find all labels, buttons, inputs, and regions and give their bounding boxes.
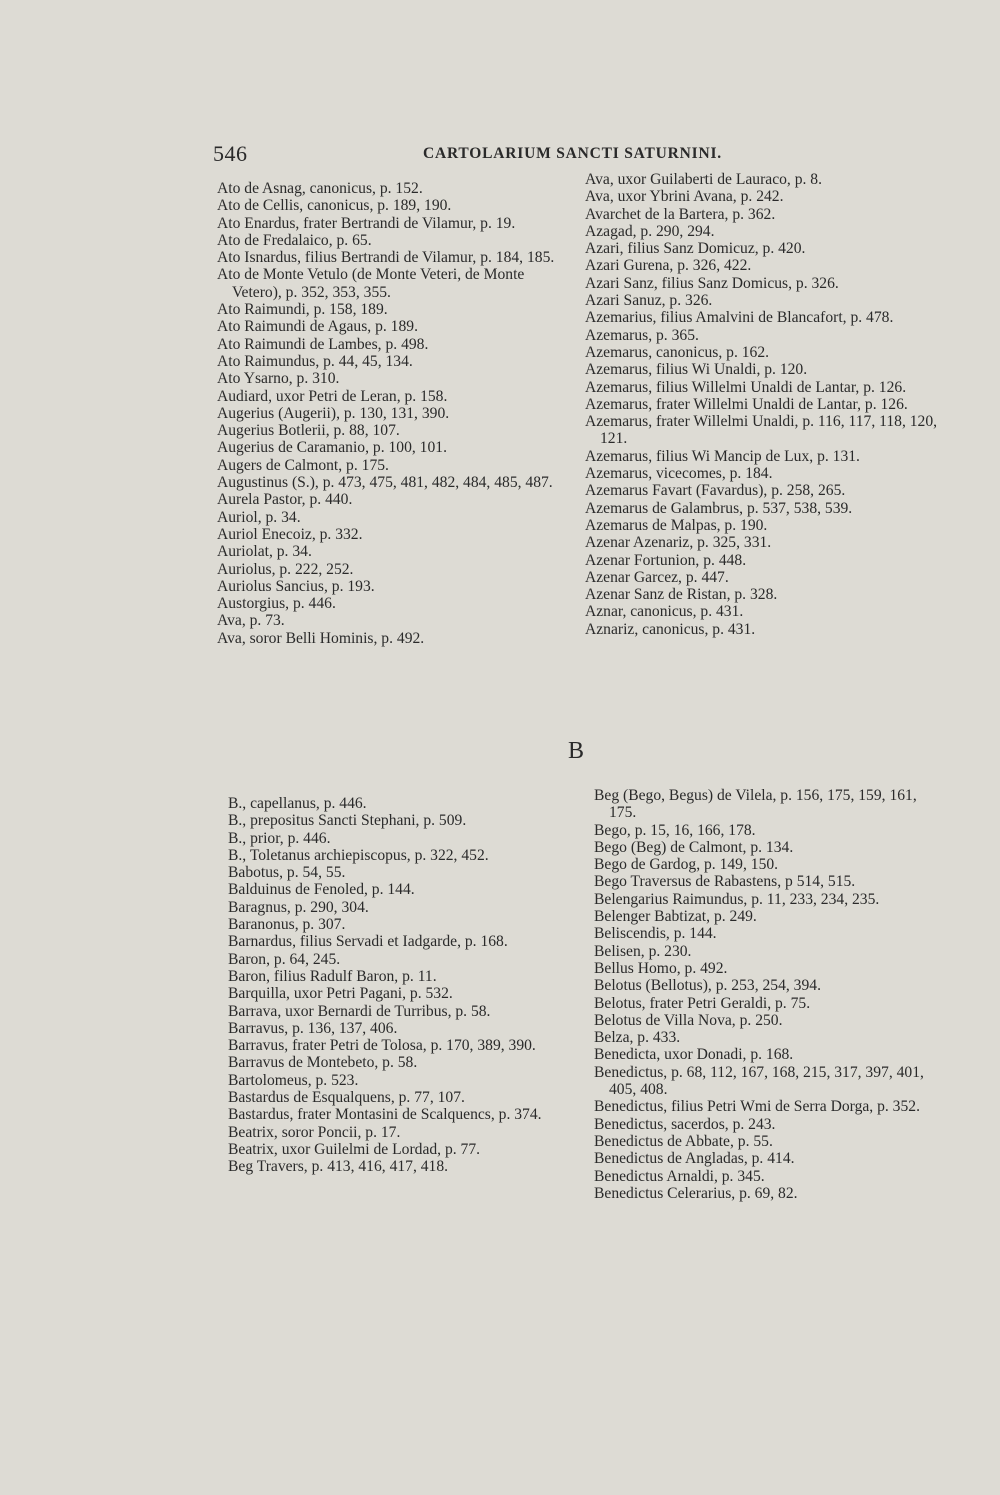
index-entry: Balduinus de Fenoled, p. 144. (228, 881, 415, 899)
index-entry: Benedictus de Angladas, p. 414. (594, 1150, 795, 1168)
index-entry: Benedictus, sacerdos, p. 243. (594, 1115, 776, 1133)
index-entry: Ava, uxor Ybrini Avana, p. 242. (585, 188, 784, 206)
index-entry: Bego (Beg) de Calmont, p. 134. (594, 838, 794, 856)
index-entry: Azagad, p. 290, 294. (585, 222, 715, 240)
index-entry: Barravus, frater Petri de Tolosa, p. 170, 389, 390. (228, 1037, 536, 1055)
index-entry: Beg (Bego, Begus) de Vilela, p. 156, 175, 159, 161, 175. (594, 787, 917, 822)
index-entry: Ato Raimundi, p. 158, 189. (217, 301, 388, 319)
index-entry: Azemarus, filius Willelmi Unaldi de Lantar, p. 126. (585, 378, 907, 396)
index-column-bottom-left (228, 795, 578, 1176)
index-entry: Auriol, p. 34. (217, 508, 301, 526)
index-entry: Belisen, p. 230. (594, 942, 692, 960)
index-entry: Barrava, uxor Bernardi de Turribus, p. 58. (228, 1002, 491, 1020)
index-entry: Avarchet de la Bartera, p. 362. (585, 205, 776, 223)
index-entry: Augers de Calmont, p. 175. (217, 456, 389, 474)
index-entry: Ato Raimundus, p. 44, 45, 134. (217, 352, 413, 370)
index-entry: Bartolomeus, p. 523. (228, 1071, 359, 1089)
section-letter-heading: B (568, 738, 585, 764)
index-entry: Beatrix, uxor Guilelmi de Lordad, p. 77. (228, 1140, 481, 1158)
index-entry: Azenar Sanz de Ristan, p. 328. (585, 586, 778, 604)
index-entry: Azemarus, frater Willelmi Unaldi, p. 116, 117, 118, 120, 121. (585, 413, 938, 448)
index-entry: Augustinus (S.), p. 473, 475, 481, 482, 484, 485, 487. (217, 474, 553, 492)
index-entry: Azari Sanz, filius Sanz Domicus, p. 326. (585, 274, 839, 292)
index-entry: Bastardus de Esqualquens, p. 77, 107. (228, 1089, 465, 1107)
index-entry: Ato de Cellis, canonicus, p. 189, 190. (217, 197, 452, 215)
running-title: CARTOLARIUM SANCTI SATURNINI. (423, 145, 722, 162)
index-entry: Bego de Gardog, p. 149, 150. (594, 856, 779, 874)
page-header (213, 141, 913, 171)
index-entry: Ava, p. 73. (217, 612, 285, 630)
index-entry: Azemarus, vicecomes, p. 184. (585, 465, 773, 483)
index-entry: Ava, soror Belli Hominis, p. 492. (217, 629, 425, 647)
index-entry: B., prepositus Sancti Stephani, p. 509. (228, 812, 467, 830)
index-entry: Azemarus de Galambrus, p. 537, 538, 539. (585, 499, 853, 517)
index-entry: Aznariz, canonicus, p. 431. (585, 620, 756, 638)
index-entry: Baranonus, p. 307. (228, 916, 346, 934)
index-entry: Ato de Asnag, canonicus, p. 152. (217, 180, 423, 197)
index-entry: Beliscendis, p. 144. (594, 925, 717, 943)
index-entry: Azemarus de Malpas, p. 190. (585, 516, 768, 534)
index-entry: Azemarius, filius Amalvini de Blancafort, p. 478. (585, 309, 894, 327)
index-entry: Baragnus, p. 290, 304. (228, 898, 369, 916)
index-entry: Belotus de Villa Nova, p. 250. (594, 1011, 783, 1029)
index-entry: Benedictus Celerarius, p. 69, 82. (594, 1184, 798, 1202)
index-entry: Azemarus Favart (Favardus), p. 258, 265. (585, 482, 846, 500)
index-entry: Azari Sanuz, p. 326. (585, 292, 713, 310)
index-entry: Belotus (Bellotus), p. 253, 254, 394. (594, 977, 821, 995)
index-entry: Augerius (Augerii), p. 130, 131, 390. (217, 404, 450, 422)
index-entry: Barravus, p. 136, 137, 406. (228, 1019, 398, 1037)
index-entry: Ato Isnardus, filius Bertrandi de Vilamur, p. 184, 185. (217, 249, 555, 267)
index-column-top-left (217, 180, 572, 647)
index-entry: Azari Gurena, p. 326, 422. (585, 257, 752, 275)
index-entry: Audiard, uxor Petri de Leran, p. 158. (217, 387, 448, 405)
index-entry: Benedictus, filius Petri Wmi de Serra Dorga, p. 352. (594, 1098, 920, 1116)
index-entry: Augerius de Caramanio, p. 100, 101. (217, 439, 447, 457)
index-entry: Ava, uxor Guilaberti de Lauraco, p. 8. (585, 171, 822, 188)
index-entry: Benedicta, uxor Donadi, p. 168. (594, 1046, 794, 1064)
index-entry: Bellus Homo, p. 492. (594, 959, 728, 977)
index-entry: Belza, p. 433. (594, 1029, 681, 1047)
index-entry: Belotus, frater Petri Geraldi, p. 75. (594, 994, 811, 1012)
index-column-bottom-right (594, 787, 944, 1202)
index-entry: Baron, p. 64, 245. (228, 950, 341, 968)
index-entry: Azenar Garcez, p. 447. (585, 568, 729, 586)
index-entry: Azenar Fortunion, p. 448. (585, 551, 747, 569)
index-entry: Ato Raimundi de Lambes, p. 498. (217, 335, 429, 353)
index-entry: Austorgius, p. 446. (217, 595, 336, 613)
index-column-top-right (585, 171, 940, 638)
index-entry: Ato Raimundi de Agaus, p. 189. (217, 318, 418, 336)
index-entry: Belenger Babtizat, p. 249. (594, 908, 757, 926)
index-entry: Benedictus Arnaldi, p. 345. (594, 1167, 765, 1185)
index-entry: Auriol Enecoiz, p. 332. (217, 525, 363, 543)
index-entry: Benedictus, p. 68, 112, 167, 168, 215, 317, 397, 401, 405, 408. (594, 1063, 924, 1099)
index-entry: Azemarus, frater Willelmi Unaldi de Lantar, p. 126. (585, 395, 908, 413)
index-entry: Ato Ysarno, p. 310. (217, 370, 340, 388)
index-entry: Baron, filius Radulf Baron, p. 11. (228, 967, 437, 985)
index-entry: Barravus de Montebeto, p. 58. (228, 1054, 418, 1072)
index-entry: Ato de Fredalaico, p. 65. (217, 231, 372, 249)
index-entry: Azemarus, canonicus, p. 162. (585, 343, 770, 361)
index-entry: Belengarius Raimundus, p. 11, 233, 234, 235. (594, 890, 880, 908)
index-entry: Aurela Pastor, p. 440. (217, 491, 353, 509)
index-entry: Beatrix, soror Poncii, p. 17. (228, 1123, 401, 1141)
index-entry: Ato de Monte Vetulo (de Monte Veteri, de Monte Vetero), p. 352, 353, 355. (217, 266, 525, 301)
index-entry: Babotus, p. 54, 55. (228, 864, 346, 882)
index-entry: Beg Travers, p. 413, 416, 417, 418. (228, 1158, 449, 1176)
index-entry: Azari, filius Sanz Domicuz, p. 420. (585, 240, 806, 258)
index-entry: Aznar, canonicus, p. 431. (585, 603, 744, 621)
index-entry: Azenar Azenariz, p. 325, 331. (585, 534, 772, 552)
index-entry: B., Toletanus archiepiscopus, p. 322, 452. (228, 846, 489, 864)
index-entry: Bego Traversus de Rabastens, p 514, 515. (594, 873, 856, 891)
index-entry: Auriolat, p. 34. (217, 543, 312, 561)
index-entry: Barnardus, filius Servadi et Iadgarde, p. 168. (228, 933, 508, 951)
index-entry: Auriolus, p. 222, 252. (217, 560, 354, 578)
index-entry: Bastardus, frater Montasini de Scalquencs, p. 374. (228, 1106, 542, 1124)
index-entry: Barquilla, uxor Petri Pagani, p. 532. (228, 985, 453, 1003)
index-entry: Benedictus de Abbate, p. 55. (594, 1132, 773, 1150)
index-entry: B., prior, p. 446. (228, 829, 331, 847)
index-entry: Bego, p. 15, 16, 166, 178. (594, 821, 756, 839)
index-entry: Azemarus, filius Wi Unaldi, p. 120. (585, 361, 808, 379)
index-entry: Augerius Botlerii, p. 88, 107. (217, 422, 400, 440)
index-entry: Azemarus, p. 365. (585, 326, 699, 344)
index-entry: B., capellanus, p. 446. (228, 795, 367, 812)
index-entry: Ato Enardus, frater Bertrandi de Vilamur, p. 19. (217, 214, 516, 232)
index-entry: Auriolus Sancius, p. 193. (217, 577, 375, 595)
page-number: 546 (213, 141, 248, 166)
index-entry: Azemarus, filius Wi Mancip de Lux, p. 131. (585, 447, 860, 465)
